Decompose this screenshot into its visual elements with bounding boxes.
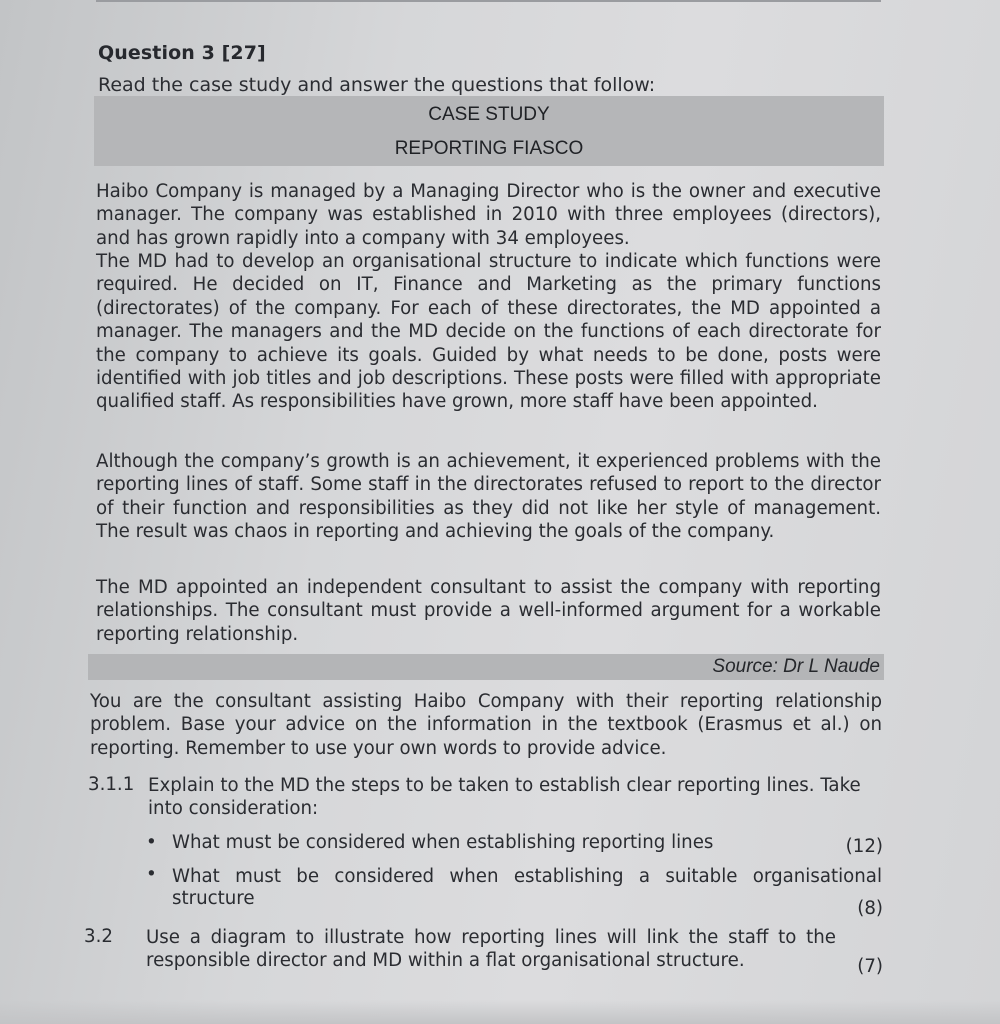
bullet-2-marks: (8) <box>857 898 883 919</box>
question-3-2-number: 3.2 <box>84 926 113 947</box>
source-bar <box>88 654 884 680</box>
source-citation: Source: Dr L Naude <box>712 656 880 677</box>
question-3-1-1-text: Explain to the MD the steps to be taken to establish clear reporting lines. Take into consideration: <box>148 775 861 820</box>
bullet-1-marks: (12) <box>845 836 883 857</box>
top-divider <box>96 0 881 2</box>
bullet-1-text: What must be considered when establishing reporting lines <box>172 832 714 853</box>
case-paragraph-3: Although the company’s growth is an achievement, it experienced problems with the reporting lines of staff. Some staff in the directorates refused to report to the director of their function and responsibilities as they did not like her style of management. The result was chaos in reporting and achieving the goals of the company. <box>96 451 881 543</box>
case-paragraph-2: The MD had to develop an organisational structure to indicate which functions were required. He decided on IT, Finance and Marketing as the primary functions (directorates) of the company. For each of these directorates, the MD appointed a manager. The managers and the MD decide on the functions of each directorate for the company to achieve its goals. Guided by what needs to be done, posts were identified with job titles and job descriptions. These posts were filled with appropriate qualified staff. As responsibilities have grown, more staff have been appointed. <box>96 251 881 413</box>
case-study-heading: CASE STUDY <box>428 104 550 125</box>
question-title: Question 3 [27] <box>98 42 266 64</box>
case-study-header <box>94 96 884 166</box>
question-3-2-marks: (7) <box>857 956 883 977</box>
question-3-2-text: Use a diagram to illustrate how reporting lines will link the staff to the responsible director and MD within a flat organisational structure. <box>146 927 836 972</box>
bullet-icon: • <box>146 832 157 853</box>
case-paragraph-4: The MD appointed an independent consultant to assist the company with reporting relationships. The consultant must provide a well-informed argument for a workable reporting relationship. <box>96 577 881 645</box>
bullet-icon: • <box>146 864 157 885</box>
question-instruction: Read the case study and answer the questions that follow: <box>98 74 656 96</box>
bottom-fade <box>0 1000 1000 1024</box>
case-study-title: REPORTING FIASCO <box>394 138 584 159</box>
task-intro: You are the consultant assisting Haibo Company with their reporting relationship problem. Base your advice on the information in the textbook (Erasmus et al.) on reporting. Remember to use your own words to provide advice. <box>90 691 882 759</box>
bullet-2-text: What must be considered when establishing a suitable organisational structure <box>172 866 882 909</box>
case-paragraph-1: Haibo Company is managed by a Managing Director who is the owner and executive manager. The company was established in 2010 with three employees (directors), and has grown rapidly into a company with 34 employees. <box>96 181 881 249</box>
question-3-1-1-number: 3.1.1 <box>88 774 135 795</box>
